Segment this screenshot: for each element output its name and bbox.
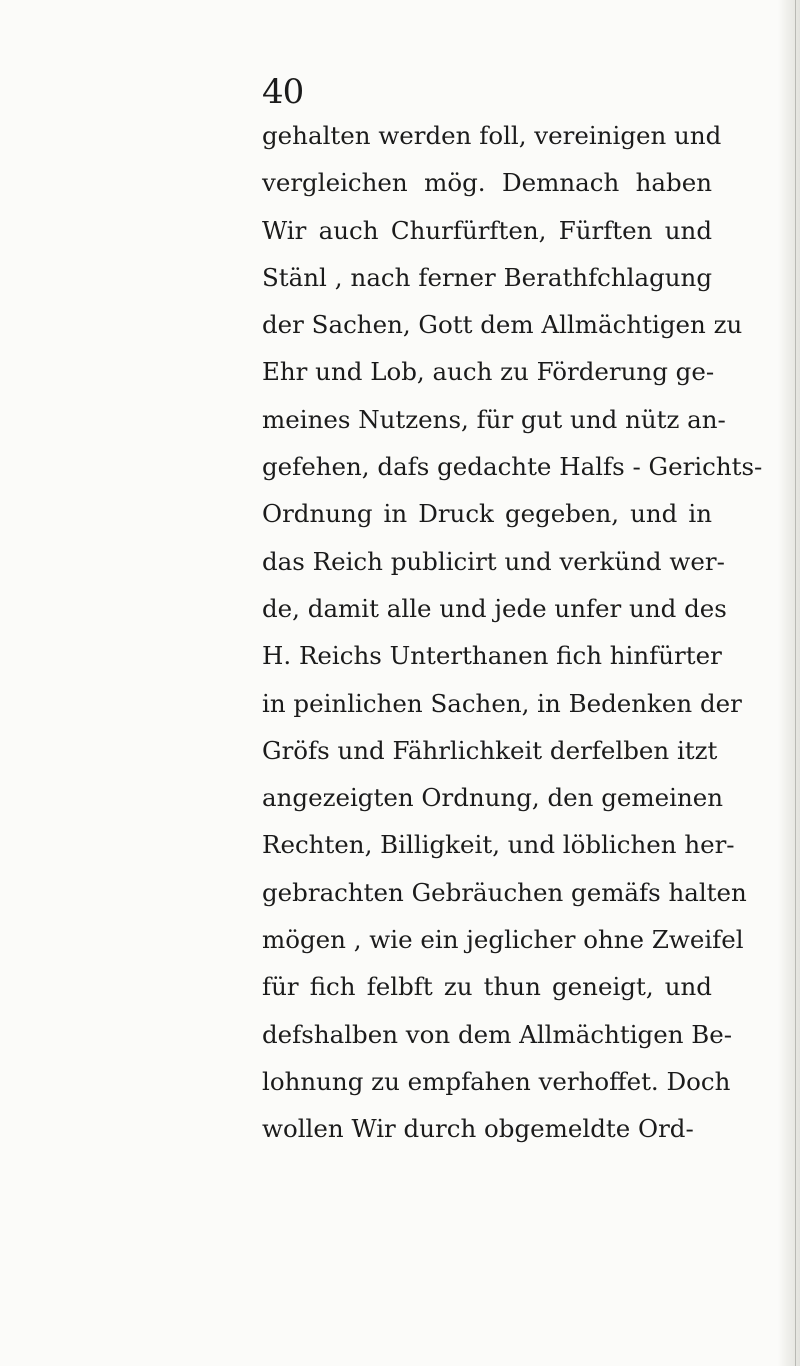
text-line: defshalben von dem Allmächtigen Be-: [262, 1019, 733, 1049]
text-line: Ordnung in Druck gegeben, und in: [262, 499, 712, 529]
text-line: wollen Wir durch obgemeldte Ord-: [262, 1114, 694, 1144]
text-line: lohnung zu empfahen verhoffet. Doch: [262, 1066, 731, 1096]
page-edge-shadow: [778, 0, 800, 1366]
page-edge-line: [795, 0, 796, 1366]
text-line: Wir auch Churfürften, Fürften und: [262, 215, 712, 245]
text-line: vergleichen mög. Demnach haben: [262, 168, 712, 198]
text-line: Stänl , nach ferner Berathfchlagung: [262, 262, 712, 292]
text-line: das Reich publicirt und verkünd wer-: [262, 546, 725, 576]
text-line: der Sachen, Gott dem Allmächtigen zu: [262, 310, 743, 340]
text-line: H. Reichs Unterthanen fich hinfürter: [262, 641, 722, 671]
page-number: 40: [262, 72, 304, 112]
text-line: für fich felbft zu thun geneigt, und: [262, 972, 712, 1002]
text-line: meines Nutzens, für gut und nütz an-: [262, 404, 726, 434]
text-line: gefehen, dafs gedachte Halfs - Gerichts-: [262, 452, 763, 482]
text-line: mögen , wie ein jeglicher ohne Zweifel: [262, 925, 744, 955]
text-line: gebrachten Gebräuchen gemäfs halten: [262, 877, 747, 907]
body-text: [262, 112, 763, 1153]
text-line: Gröfs und Fährlichkeit derfelben itzt: [262, 735, 718, 765]
text-line: gehalten werden foll, vereinigen und: [262, 121, 722, 150]
text-line: de, damit alle und jede unfer und des: [262, 593, 727, 623]
text-line: in peinlichen Sachen, in Bedenken der: [262, 688, 742, 718]
text-line: Ehr und Lob, auch zu Förderung ge-: [262, 357, 715, 387]
text-line: angezeigten Ordnung, den gemeinen: [262, 783, 724, 813]
text-line: Rechten, Billigkeit, und löblichen her-: [262, 830, 735, 860]
